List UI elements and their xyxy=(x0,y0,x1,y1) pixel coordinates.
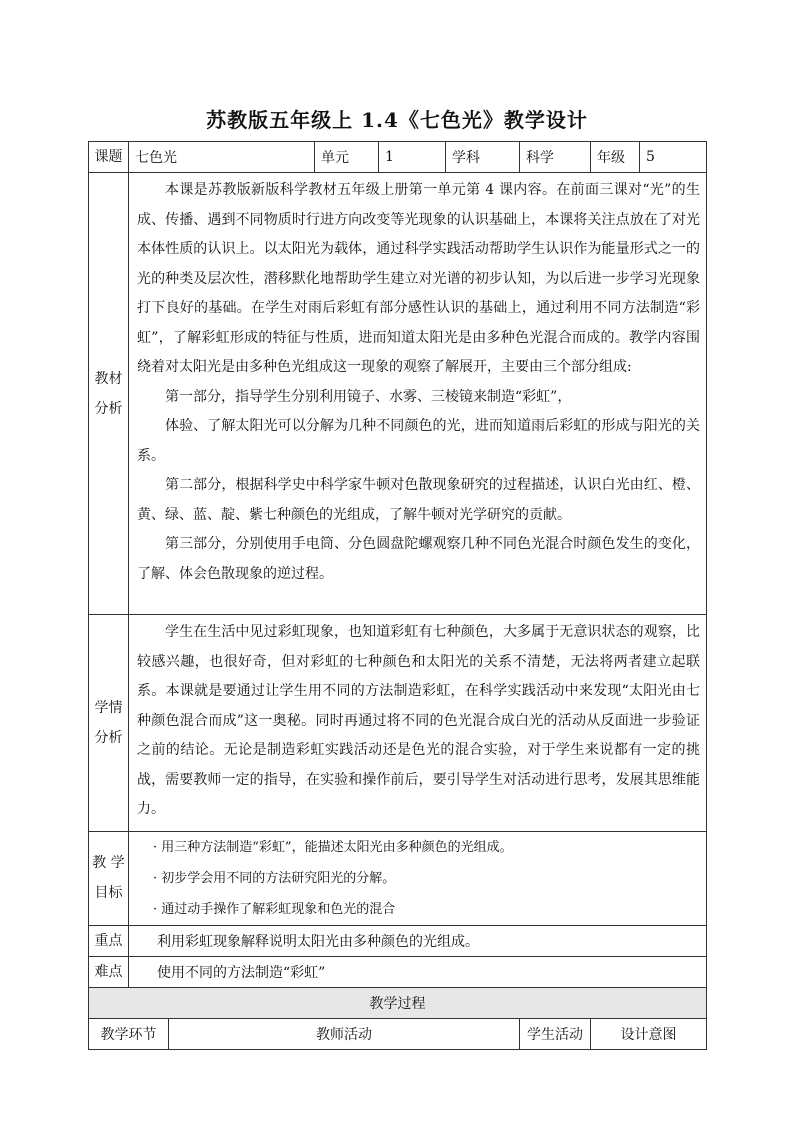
textbook-paragraph: 第三部分，分别使用手电筒、分色圆盘陀螺观察几种不同色光混合时颜色发生的变化，了解、体会色散现象的逆过程。 xyxy=(137,536,700,582)
process-header-row xyxy=(89,1018,707,1049)
header-row xyxy=(89,142,707,173)
document-title: 苏教版五年级上 1.4《七色光》教学设计 xyxy=(206,108,588,132)
textbook-analysis-content xyxy=(129,173,707,615)
col-phase: 教学环节 xyxy=(89,1018,169,1049)
learner-analysis-label: 学情 分析 xyxy=(89,615,129,832)
textbook-analysis-row xyxy=(89,173,707,615)
process-section-row xyxy=(89,987,707,1018)
subject-label: 学科 xyxy=(446,142,520,173)
col-student-activity: 学生活动 xyxy=(520,1018,591,1049)
difficulty-label: 难点 xyxy=(89,956,129,987)
lesson-plan-table xyxy=(88,141,707,1050)
textbook-paragraph: 本课是苏教版新版科学教材五年级上册第一单元第 4 课内容。在前面三课对“光”的生成、传播、遇到不同物质时行进方向改变等光现象的认识基础上，本课将关注点放在了对光本体性质的认识上。以太阳光为载体，通过科学实践活动帮助学生认识作为能量形式之一的光的种类及层次性，潜移默化地帮助学生建立对光谱的初步认知，为以后进一步学习光现象打下良好的基础。在学生对雨后彩虹有部分感性认识的基础上，通过利用不同方法制造“彩虹”，了解彩虹形成的特征与性质，进而知道太阳光是由多种色光混合而成的。教学内容围绕着对太阳光是由多种色光组成这一现象的观察了解展开，主要由三个部分组成: xyxy=(137,182,700,375)
unit-value: 1 xyxy=(379,142,446,173)
objectives-content xyxy=(129,831,707,925)
key-point-label: 重点 xyxy=(89,925,129,956)
objective-item: · 用三种方法制造“彩虹”，能描述太阳光由多种颜色的光组成。 xyxy=(153,839,513,855)
subject-value: 科学 xyxy=(520,142,591,173)
process-title: 教学过程 xyxy=(89,987,707,1018)
topic-label: 课题 xyxy=(89,142,129,173)
objectives-row xyxy=(89,831,707,925)
objective-item: · 初步学会用不同的方法研究阳光的分解。 xyxy=(153,870,396,886)
textbook-paragraph: 体验、了解太阳光可以分解为几种不同颜色的光，进而知道雨后彩虹的形成与阳光的关系。 xyxy=(137,418,700,464)
learner-analysis-row xyxy=(89,615,707,832)
learner-analysis-content xyxy=(129,615,707,832)
grade-label: 年级 xyxy=(591,142,640,173)
unit-label: 单元 xyxy=(315,142,379,173)
textbook-paragraph: 第一部分，指导学生分别利用镜子、水雾、三棱镜来制造“彩虹”， xyxy=(165,388,572,405)
difficulty-row xyxy=(89,956,707,987)
col-teacher-activity: 教师活动 xyxy=(169,1018,520,1049)
topic-value: 七色光 xyxy=(129,142,315,173)
textbook-analysis-label: 教材 分析 xyxy=(89,173,129,615)
col-design-intent: 设计意图 xyxy=(591,1018,707,1049)
objective-item: · 通过动手操作了解彩虹现象和色光的混合 xyxy=(153,901,396,917)
grade-value: 5 xyxy=(640,142,707,173)
key-point-text: 利用彩虹现象解释说明太阳光由多种颜色的光组成。 xyxy=(129,925,707,956)
learner-paragraph: 学生在生活中见过彩虹现象，也知道彩虹有七种颜色，大多属于无意识状态的观察，比较感兴趣，也很好奇，但对彩虹的七种颜色和太阳光的关系不清楚，无法将两者建立起联系。本课就是要通过让学生用不同的方法制造彩虹，在科学实践活动中来发现“太阳光由七种颜色混合而成”这一奥秘。同时再通过将不同的色光混合成白光的活动从反面进一步验证之前的结论。无论是制造彩虹实践活动还是色光的混合实验，对于学生来说都有一定的挑战，需要教师一定的指导，在实验和操作前后，要引导学生对活动进行思考，发展其思维能力。 xyxy=(137,624,700,817)
textbook-paragraph: 第二部分，根据科学史中科学家牛顿对色散现象研究的过程描述，认识白光由红、橙、黄、绿、蓝、靛、紫七种颜色的光组成，了解牛顿对光学研究的贡献。 xyxy=(137,477,700,523)
key-point-row xyxy=(89,925,707,956)
objectives-label: 教 学 目标 xyxy=(89,831,129,925)
difficulty-text: 使用不同的方法制造“彩虹” xyxy=(129,956,707,987)
